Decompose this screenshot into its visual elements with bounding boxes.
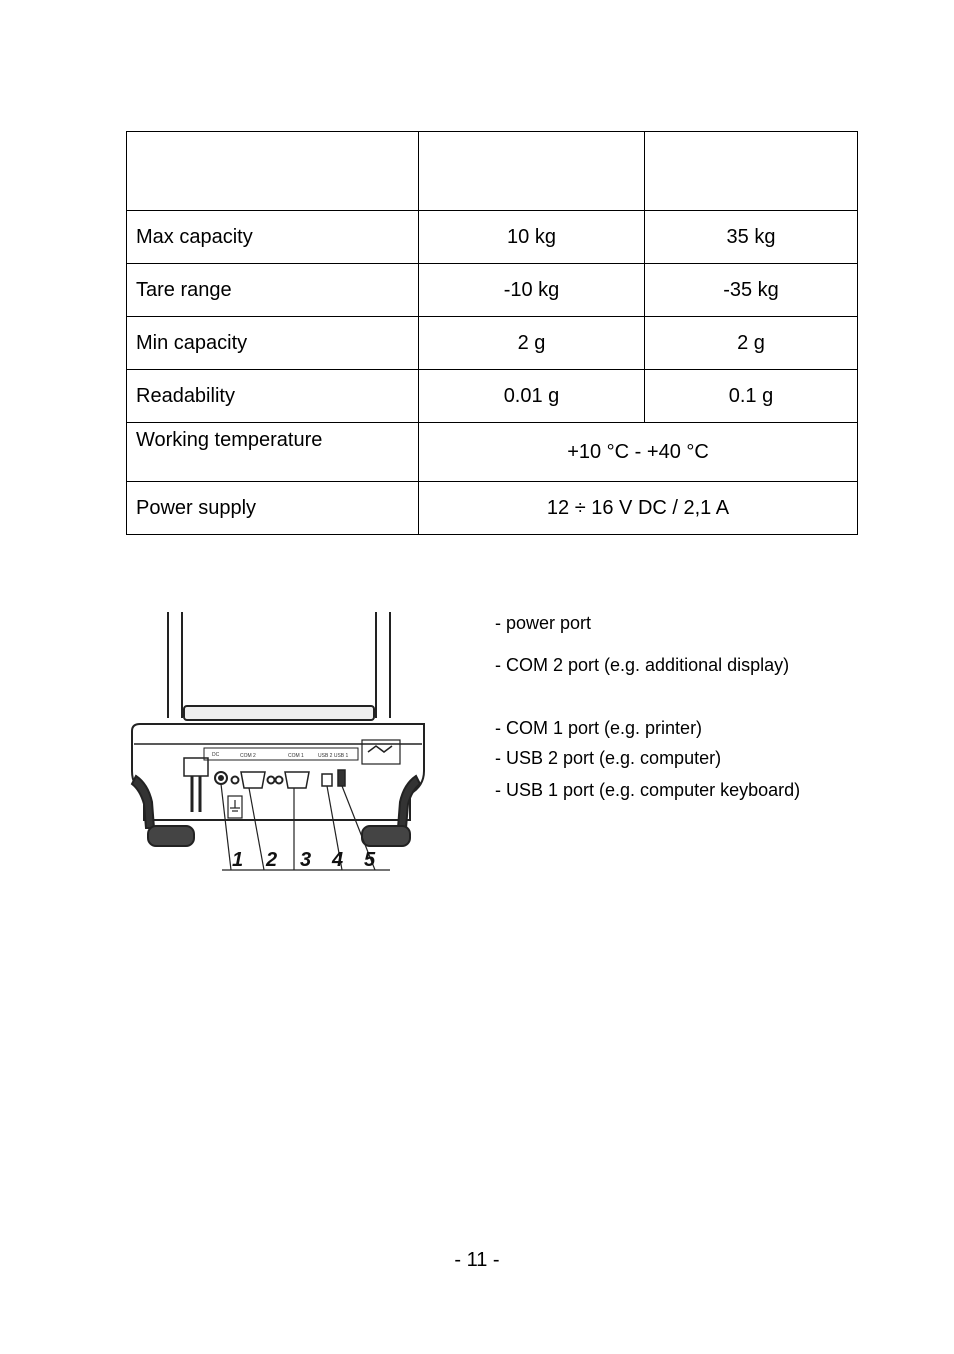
table-header-row: [127, 132, 858, 211]
table-row: [127, 423, 858, 482]
row-value: 35 kg: [645, 211, 858, 264]
row-value: 12 ÷ 16 V DC / 2,1 A: [419, 482, 858, 535]
port-legend-item: - USB 1 port (e.g. computer keyboard): [495, 780, 801, 800]
row-label: Readability: [127, 370, 419, 423]
table-header-cell: [127, 132, 419, 211]
callout-number: 4: [332, 849, 344, 871]
row-value: -10 kg: [419, 264, 645, 317]
row-label: Min capacity: [127, 317, 419, 370]
row-value: +10 °C - +40 °C: [419, 423, 858, 482]
port-legend-item: - COM 1 port (e.g. printer): [495, 718, 703, 738]
panel-label-dc: DC: [212, 752, 220, 758]
specification-table: [126, 131, 858, 535]
table-row: [127, 211, 858, 264]
row-label: Tare range: [127, 264, 419, 317]
port-legend-item: - USB 2 port (e.g. computer): [495, 748, 722, 768]
row-value: -35 kg: [645, 264, 858, 317]
callout-number: 3: [300, 849, 312, 871]
port-legend-item: - COM 2 port (e.g. additional display): [495, 655, 790, 675]
callout-number: 2: [266, 849, 278, 871]
callout-number: 5: [364, 849, 376, 871]
row-value: 2 g: [645, 317, 858, 370]
scale-rear-panel-drawing: [118, 606, 430, 874]
callout-number: 1: [232, 849, 244, 871]
panel-label-com1: COM 1: [288, 753, 304, 759]
table-row: [127, 482, 858, 535]
row-value: 0.01 g: [419, 370, 645, 423]
row-label: Working temperature: [127, 423, 419, 482]
table-header-cell: [645, 132, 858, 211]
panel-label-com2: COM 2: [240, 753, 256, 759]
row-label: Max capacity: [127, 211, 419, 264]
table-header-cell: [419, 132, 645, 211]
table-row: [127, 264, 858, 317]
row-label: Power supply: [127, 482, 419, 535]
row-value: 10 kg: [419, 211, 645, 264]
row-value: 0.1 g: [645, 370, 858, 423]
page-number: - 11 -: [454, 1249, 500, 1271]
table-row: [127, 317, 858, 370]
table-row: [127, 370, 858, 423]
panel-label-usb: USB 2 USB 1: [318, 753, 349, 759]
row-value: 2 g: [419, 317, 645, 370]
port-legend-item: - power port: [495, 613, 592, 633]
